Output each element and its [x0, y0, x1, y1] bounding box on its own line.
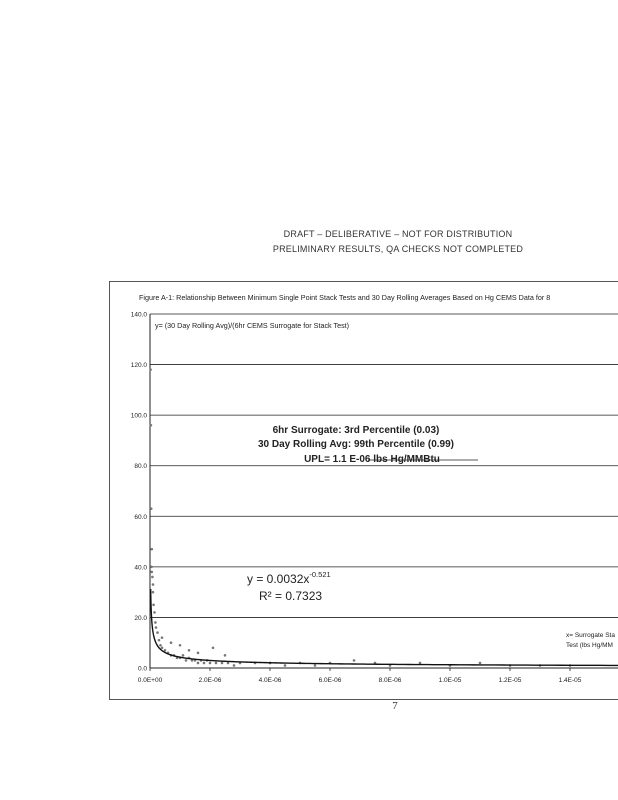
chart-title: Figure A-1: Relationship Between Minimum Single Point Stack Tests and 30 Day Rolling Averages Based on Hg CEMS Data for 8 [139, 293, 551, 302]
x-tick-label: 1.2E-05 [498, 677, 522, 684]
data-point [150, 507, 153, 510]
chart-frame [109, 281, 618, 700]
data-point [221, 662, 224, 665]
data-point [151, 576, 154, 579]
data-point [155, 626, 158, 629]
x-tick-label: 8.0E-06 [378, 677, 402, 684]
data-point [161, 636, 164, 639]
y-tick-label: 120.0 [130, 362, 147, 370]
data-point [203, 662, 206, 665]
data-point [179, 644, 182, 647]
svg-text:y = 0.0032x-0.521 [247, 570, 331, 586]
data-point [151, 548, 154, 551]
x-axis-ticks [137, 665, 582, 684]
data-point [419, 662, 422, 665]
data-point [284, 664, 287, 667]
x-tick-label: 2.0E-06 [198, 677, 222, 684]
data-point [215, 662, 218, 665]
y-tick-label: 0.0 [137, 665, 147, 673]
data-point [212, 646, 215, 649]
y-tick-label: 100.0 [130, 412, 147, 420]
data-point [197, 652, 200, 655]
data-point [314, 664, 317, 667]
data-point [150, 566, 153, 569]
y-tick-label: 20.0 [134, 614, 147, 622]
equation-exponent: -0.521 [309, 570, 331, 579]
y-tick-label: 140.0 [130, 311, 147, 319]
x-axis-label-line1: x= Surrogate Sta [566, 632, 615, 639]
data-point [170, 641, 173, 644]
y-axis-ticks [131, 312, 148, 673]
x-axis-label-line2: Test (lbs Hg/MM [566, 642, 613, 649]
data-point [188, 649, 191, 652]
data-point [150, 424, 153, 427]
trend-equation [247, 570, 331, 603]
gridlines [150, 314, 618, 617]
data-point [149, 368, 152, 371]
data-point [152, 603, 155, 606]
data-point [185, 659, 188, 662]
data-point [479, 662, 482, 665]
data-point [224, 654, 227, 657]
annotation-line1: 6hr Surrogate: 3rd Percentile (0.03) [272, 425, 440, 436]
page-number: 7 [392, 700, 398, 712]
y-tick-label: 60.0 [134, 513, 147, 521]
x-tick-label: 6.0E-06 [318, 677, 342, 684]
x-tick-label: 1.4E-05 [558, 677, 582, 684]
data-point [233, 664, 236, 667]
power-trendline [151, 589, 618, 665]
data-point [151, 571, 154, 574]
annotation-box [258, 425, 478, 465]
draft-banner-line2: PRELIMINARY RESULTS, QA CHECKS NOT COMPLETED [272, 244, 524, 254]
x-tick-label: 0.0E+00 [137, 677, 163, 684]
data-point [353, 659, 356, 662]
data-point [159, 644, 162, 647]
annotation-line2: 30 Day Rolling Avg: 99th Percentile (0.99) [258, 439, 454, 450]
axes [150, 314, 618, 668]
data-point [182, 654, 185, 657]
data-point [197, 662, 200, 665]
x-tick-label: 4.0E-06 [258, 677, 282, 684]
x-tick-label: 1.0E-05 [438, 677, 462, 684]
draft-banner-line1: DRAFT – DELIBERATIVE – NOT FOR DISTRIBUTION [283, 229, 513, 239]
data-points [149, 368, 571, 666]
annotation-line3: UPL= 1.1 E-06 lbs Hg/MMBtu [304, 454, 440, 465]
data-point [154, 621, 157, 624]
data-point [161, 646, 164, 649]
y-tick-label: 80.0 [134, 463, 147, 471]
data-point [153, 611, 156, 614]
y-axis-label: y= (30 Day Rolling Avg)/(6hr CEMS Surrogate for Stack Test) [155, 321, 350, 330]
data-point [152, 591, 155, 594]
data-point [156, 631, 159, 634]
data-point [152, 583, 155, 586]
data-point [209, 662, 212, 665]
r-squared: R² = 0.7323 [259, 589, 323, 603]
scatter-chart [110, 282, 618, 701]
data-point [158, 639, 161, 642]
y-tick-label: 40.0 [134, 564, 147, 572]
equation-base: y = 0.0032x [247, 572, 310, 586]
